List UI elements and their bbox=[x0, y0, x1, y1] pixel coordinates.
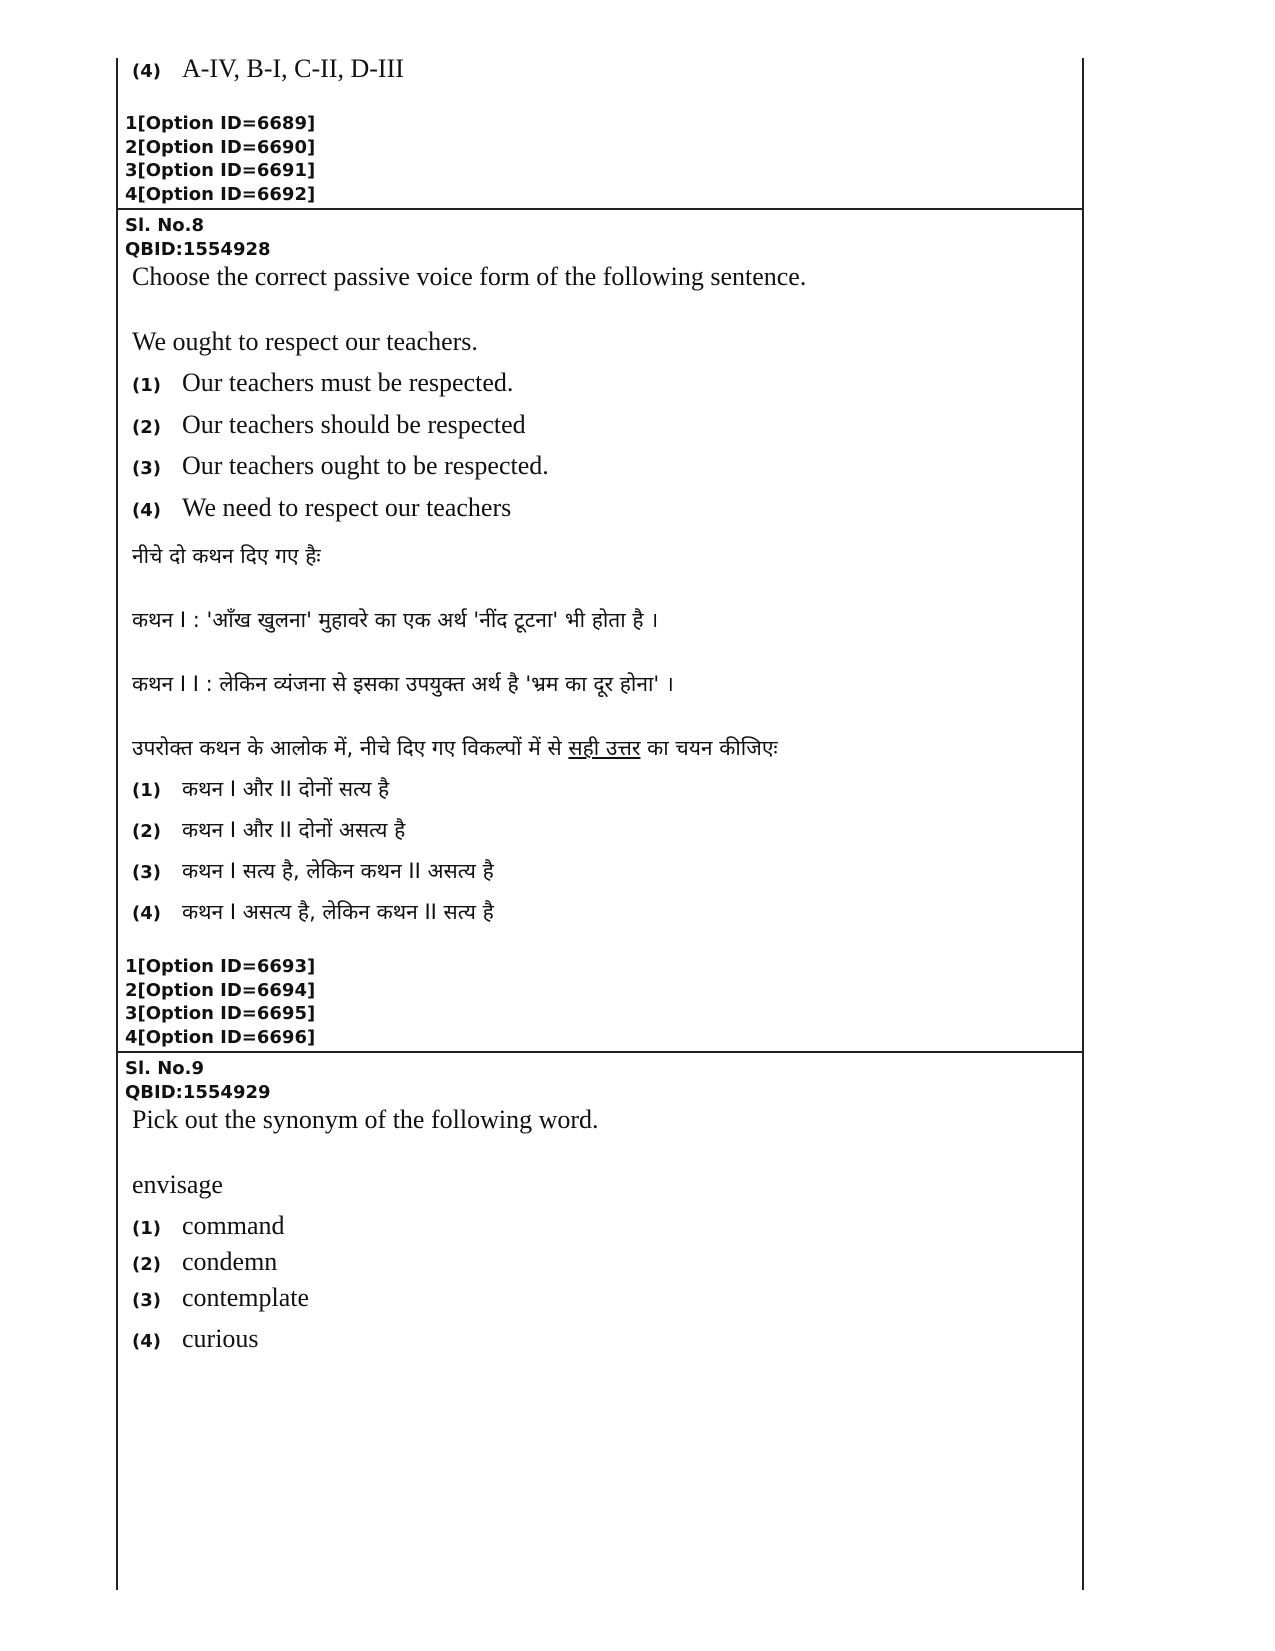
option-number: (4) bbox=[132, 500, 161, 521]
q9-option-1 bbox=[132, 1211, 285, 1241]
option-text: condemn bbox=[182, 1247, 278, 1276]
option-id: 2[Option ID=6690] bbox=[125, 136, 316, 158]
option-number: (1) bbox=[132, 375, 161, 396]
option-id: 1[Option ID=6693] bbox=[125, 956, 316, 977]
option-text: कथन I असत्य है, लेकिन कथन II सत्य है bbox=[182, 900, 494, 924]
option-text: curious bbox=[182, 1324, 259, 1353]
q8-en-option-2 bbox=[132, 410, 526, 440]
prev-option-4 bbox=[132, 54, 404, 84]
option-text: command bbox=[182, 1211, 285, 1240]
q8-hi-option-2 bbox=[132, 816, 405, 844]
option-id: 3[Option ID=6691] bbox=[125, 160, 316, 181]
option-text: We need to respect our teachers bbox=[182, 493, 512, 522]
option-number: (2) bbox=[132, 417, 161, 438]
q8-hi-statement-2: कथन I I : लेकिन व्यंजना से इसका उपयुक्त अर्थ है 'भ्रम का दूर होना' । bbox=[132, 672, 674, 696]
prev-option-ids bbox=[118, 112, 1082, 206]
option-number: (1) bbox=[132, 780, 161, 801]
q8-hi-option-3 bbox=[132, 857, 494, 885]
option-number: (4) bbox=[132, 903, 161, 924]
q8-hi-statement-1: कथन I : 'आँख खुलना' मुहावरे का एक अर्थ 'नींद टूटना' भी होता है । bbox=[132, 608, 659, 632]
option-id: 4[Option ID=6696] bbox=[125, 1026, 316, 1048]
instruction-text: उपरोक्त कथन के आलोक में, नीचे दिए गए विकल्पों में से bbox=[132, 736, 569, 760]
q8-header bbox=[118, 214, 1082, 261]
q8-hi-intro: नीचे दो कथन दिए गए हैः bbox=[132, 544, 321, 568]
q9-header bbox=[118, 1057, 1082, 1104]
q8-sentence: We ought to respect our teachers. bbox=[132, 327, 478, 356]
qbid: QBID:1554929 bbox=[125, 1081, 271, 1103]
option-text: कथन I और II दोनों असत्य है bbox=[182, 818, 406, 842]
option-number: (4) bbox=[132, 1331, 161, 1352]
option-number: (4) bbox=[132, 61, 161, 82]
qbid: QBID:1554928 bbox=[125, 238, 271, 260]
q9-option-4 bbox=[132, 1324, 259, 1354]
q9-word: envisage bbox=[132, 1170, 223, 1199]
option-text: Our teachers should be respected bbox=[182, 410, 526, 439]
q8-hi-option-1 bbox=[132, 775, 389, 803]
q8-prompt: Choose the correct passive voice form of the following sentence. bbox=[132, 262, 807, 291]
option-number: (2) bbox=[132, 821, 161, 842]
q8-en-option-1 bbox=[132, 368, 513, 398]
serial-number: Sl. No.8 bbox=[125, 215, 205, 236]
q8-en-option-4 bbox=[132, 493, 511, 523]
option-text: contemplate bbox=[182, 1283, 310, 1312]
option-id: 1[Option ID=6689] bbox=[125, 113, 316, 134]
section-divider bbox=[118, 1051, 1082, 1053]
q9-option-2 bbox=[132, 1247, 277, 1277]
option-text: A-IV, B-I, C-II, D-III bbox=[182, 54, 404, 83]
option-id: 2[Option ID=6694] bbox=[125, 979, 316, 1001]
option-number: (2) bbox=[132, 1254, 161, 1275]
option-number: (3) bbox=[132, 458, 161, 479]
q8-option-ids bbox=[118, 955, 1082, 1049]
option-text: कथन I और II दोनों सत्य है bbox=[182, 777, 390, 801]
option-number: (3) bbox=[132, 1290, 161, 1311]
q8-en-option-3 bbox=[132, 451, 549, 481]
q8-hi-instruction bbox=[132, 734, 778, 762]
q9-option-3 bbox=[132, 1283, 309, 1313]
option-text: Our teachers must be respected. bbox=[182, 368, 514, 397]
serial-number: Sl. No.9 bbox=[125, 1058, 205, 1079]
question-paper-frame bbox=[116, 54, 1084, 1590]
option-text: कथन I सत्य है, लेकिन कथन II असत्य है bbox=[182, 859, 494, 883]
option-id: 4[Option ID=6692] bbox=[125, 183, 316, 205]
q8-hi-option-4 bbox=[132, 898, 494, 926]
option-id: 3[Option ID=6695] bbox=[125, 1003, 316, 1024]
option-number: (3) bbox=[132, 862, 161, 883]
q9-prompt: Pick out the synonym of the following word. bbox=[132, 1105, 599, 1134]
instruction-text: का चयन कीजिएः bbox=[640, 736, 778, 760]
instruction-underlined: सही उत्तर bbox=[568, 736, 641, 760]
section-divider bbox=[118, 208, 1082, 210]
option-text: Our teachers ought to be respected. bbox=[182, 451, 549, 480]
option-number: (1) bbox=[132, 1218, 161, 1239]
